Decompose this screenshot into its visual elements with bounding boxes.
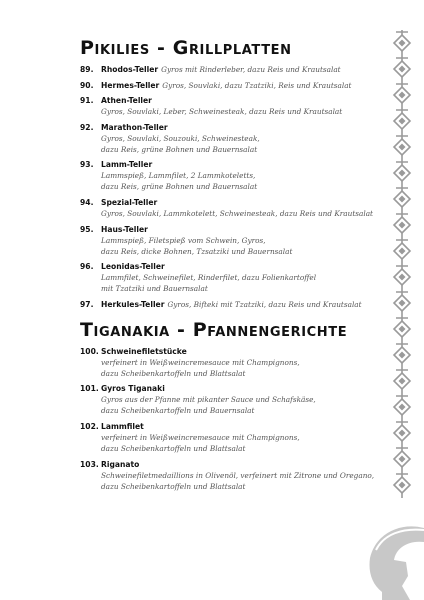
menu-item-description: dazu Reis, grüne Bohnen und Bauernsalat bbox=[101, 182, 258, 192]
section-title: Tiganakia - Pfannengerichte bbox=[80, 318, 348, 341]
menu-item-header bbox=[80, 459, 380, 470]
menu-item bbox=[80, 459, 380, 492]
menu-item-number: 90. bbox=[80, 80, 94, 90]
spartan-helmet-icon bbox=[362, 520, 424, 600]
menu-item-number: 93. bbox=[80, 160, 94, 170]
menu-item bbox=[80, 421, 380, 454]
menu-item-description: dazu Scheibenkartoffeln und Bauernsalat bbox=[101, 406, 255, 416]
menu-item-description: Gyros, Souvlaki, Leber, Schweinesteak, dazu Reis und Krautsalat bbox=[101, 107, 343, 117]
menu-item-header bbox=[80, 159, 380, 170]
menu-item bbox=[80, 80, 380, 91]
menu-item bbox=[80, 383, 380, 416]
menu-item bbox=[80, 64, 380, 75]
menu-item-description: dazu Scheibenkartoffeln und Blattsalat bbox=[101, 368, 246, 378]
menu-item-name: Hermes-Teller bbox=[101, 80, 160, 90]
menu-item-description: Schweinefiletmedaillions in Olivenöl, verfeinert mit Zitrone und Oregano, bbox=[101, 470, 375, 480]
menu-item-description: Gyros, Souvlaki, Souzouki, Schweinesteak, bbox=[101, 133, 260, 143]
menu-item-number: 92. bbox=[80, 122, 94, 132]
menu-item-description: Gyros, Souvlaki, Lammkotelett, Schweinesteak, dazu Reis und Krautsalat bbox=[101, 208, 373, 218]
menu-item-name: Spezial-Teller bbox=[101, 197, 158, 207]
menu-item-name: Lammfilet bbox=[101, 421, 144, 431]
section-title: Pikilies - Grillplatten bbox=[80, 37, 292, 59]
menu-item-description: verfeinert in Weißweincremesauce mit Champignons, bbox=[101, 432, 300, 442]
menu-item-description: dazu Reis, dicke Bohnen, Tzsatziki und Bauernsalat bbox=[101, 246, 293, 256]
menu-item-header bbox=[80, 299, 380, 310]
menu-item-name: Herkules-Teller bbox=[101, 299, 165, 309]
menu-item-number: 91. bbox=[80, 96, 94, 106]
menu-item-name: Riganato bbox=[101, 459, 140, 469]
menu-item-number: 100. bbox=[80, 346, 99, 356]
menu-item-description: dazu Scheibenkartoffeln und Blattsalat bbox=[101, 443, 246, 453]
menu-item-header bbox=[80, 421, 380, 432]
menu-item-description: Lammspieß, Lammfilet, 2 Lammkoteletts, bbox=[101, 171, 256, 181]
menu-item bbox=[80, 95, 380, 117]
menu-item-number: 101. bbox=[80, 384, 99, 394]
menu-item-number: 96. bbox=[80, 262, 94, 272]
menu-item-number: 95. bbox=[80, 224, 94, 234]
menu-item-description: dazu Reis, grüne Bohnen und Bauernsalat bbox=[101, 144, 258, 154]
menu-item-name: Athen-Teller bbox=[101, 96, 152, 106]
menu-item-number: 94. bbox=[80, 197, 94, 207]
menu-item-name: Marathon-Teller bbox=[101, 122, 168, 132]
menu-item-description: Gyros, Souvlaki, dazu Tzatziki, Reis und Krautsalat bbox=[162, 80, 352, 90]
menu-item-header bbox=[80, 261, 380, 272]
menu-item-header bbox=[80, 224, 380, 235]
menu-item bbox=[80, 299, 380, 310]
menu-item-number: 97. bbox=[80, 299, 94, 309]
menu-item-header bbox=[80, 95, 380, 106]
greek-key-ornament-icon bbox=[392, 30, 412, 508]
menu-item bbox=[80, 346, 380, 379]
menu-item-description: verfeinert in Weißweincremesauce mit Champignons, bbox=[101, 357, 300, 367]
menu-item-description: dazu Scheibenkartoffeln und Blattsalat bbox=[101, 481, 246, 491]
menu-item-header bbox=[80, 64, 380, 75]
menu-item bbox=[80, 197, 380, 219]
menu-item-description: mit Tzatziki und Bauernsalat bbox=[101, 284, 208, 294]
menu-item bbox=[80, 261, 380, 294]
menu-item-header bbox=[80, 197, 380, 208]
menu-item-number: 89. bbox=[80, 65, 94, 74]
menu-item-header bbox=[80, 383, 380, 394]
menu-content bbox=[80, 36, 380, 496]
menu-item-header bbox=[80, 122, 380, 133]
menu-item-description: Lammspieß, Filetspieß vom Schwein, Gyros, bbox=[101, 235, 266, 245]
menu-item-description: Lammfilet, Schweinefilet, Rinderfilet, dazu Folienkartoffel bbox=[101, 273, 317, 283]
menu-item-name: Schweinefiletstücke bbox=[101, 346, 187, 356]
menu-item-number: 102. bbox=[80, 421, 99, 431]
menu-item-number: 103. bbox=[80, 459, 99, 469]
menu-item bbox=[80, 122, 380, 155]
menu-item-header bbox=[80, 346, 380, 357]
menu-item bbox=[80, 224, 380, 257]
menu-item-description: Gyros aus der Pfanne mit pikanter Sauce und Schafskäse, bbox=[101, 395, 316, 405]
menu-item-name: Gyros Tiganaki bbox=[101, 384, 165, 394]
menu-item-description: Gyros, Bifteki mit Tzatziki, dazu Reis und Krautsalat bbox=[167, 299, 362, 309]
menu-item-name: Rhodos-Teller bbox=[101, 65, 159, 74]
menu-item-name: Haus-Teller bbox=[101, 224, 148, 234]
menu-item bbox=[80, 159, 380, 192]
menu-item-description: Gyros mit Rinderleber, dazu Reis und Krautsalat bbox=[161, 65, 341, 74]
menu-item-header bbox=[80, 80, 380, 91]
menu-item-name: Leonidas-Teller bbox=[101, 262, 165, 272]
menu-item-name: Lamm-Teller bbox=[101, 160, 153, 170]
